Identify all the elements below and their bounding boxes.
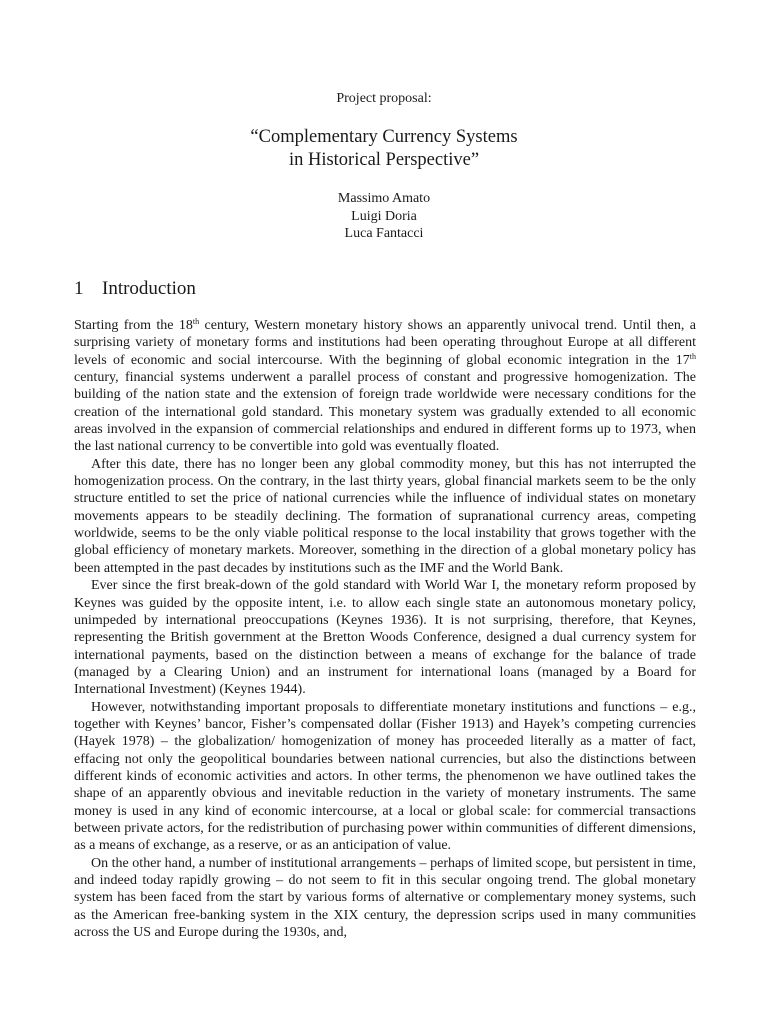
superscript: th	[689, 351, 696, 361]
title-line-2: in Historical Perspective”	[288, 150, 480, 170]
author-name: Luigi Doria	[351, 208, 417, 224]
title-line-1: “Complementary Currency Systems	[250, 127, 518, 147]
paragraph-1	[74, 317, 696, 456]
author-list	[0, 190, 768, 243]
paragraph-5: On the other hand, a number of institutional arrangements – perhaps of limited scope, but persistent in time, and indeed today rapidly growing – do not seem to fit in this secular ongoing trend. The global monetary system has been faced from the start by various forms of alternative or complementary money systems, such as the American free-banking system in the XIX century, the depression scrips used in many communities across the US and Europe during the 1930s, and,	[74, 855, 696, 941]
document-title	[0, 126, 768, 172]
author-name: Massimo Amato	[337, 191, 431, 206]
paragraph-text: century, financial systems underwent a parallel process of constant and progressive homogenization. The building of the nation state and the extension of foreign trade worldwide were necessary conditions for the creation of the international gold standard. This monetary system was gradually extended to all economic areas involved in the expansion of commercial relationships and endured in different forms up to 1973, when the last national currency to be convertible into gold was eventually floated.	[74, 370, 696, 455]
body-text	[74, 317, 696, 941]
author-name: Luca Fantacci	[344, 226, 424, 241]
superscript: th	[192, 317, 200, 326]
section-heading	[74, 278, 196, 300]
paragraph-4: However, notwithstanding important proposals to differentiate monetary institutions and functions – e.g., together with Keynes’ bancor, Fisher’s compensated dollar (Fisher 1913) and Hayek’s competing currencies (Hayek 1978) – the globalization/ homogenization of money has proceeded literally as a matter of fact, effacing not only the geopolitical boundaries between national currencies, but also the distinctions between different kinds of economic activities and actors. In other terms, the phenomenon we have outlined takes the shape of an apparently obvious and inevitable reduction in the variety of monetary instruments. The same money is used in any kind of economic intercourse, at a local or global scale: for commercial transactions between private actors, for the redistribution of purchasing power within communities of different dimensions, as a means of exchange, as a reserve, or as an anticipation of value.	[74, 699, 696, 854]
paragraph-text: century, Western monetary history shows an apparently univocal trend. Until then, a surprising variety of monetary forms and institutions had been operating throughout Europe at all different levels of economic and social intercourse. With the beginning of global economic integration in the 17	[74, 318, 696, 368]
paragraph-text: Starting from the 18	[74, 318, 193, 333]
proposal-label: Project proposal:	[336, 91, 432, 106]
section-number: 1	[74, 278, 84, 299]
paragraph-2: After this date, there has no longer been any global commodity money, but this has not interrupted the homogenization process. On the contrary, in the last thirty years, global financial markets seem to be the only structure entitled to set the price of national currencies while the influence of individual states on monetary movements appears to be steadily declining. The formation of supranational currency areas, competing worldwide, seems to be the only viable political response to the local instability that grows together with the global efficiency of monetary markets. Moreover, something in the direction of a global monetary policy has been attempted in the past decades by institutions such as the IMF and the World Bank.	[74, 456, 696, 576]
section-title: Introduction	[102, 278, 196, 299]
paragraph-3: Ever since the first break-down of the gold standard with World War I, the monetary reform proposed by Keynes was guided by the opposite intent, i.e. to allow each single state an autonomous monetary policy, unimpeded by international preoccupations (Keynes 1936). It is not surprising, therefore, that Keynes, representing the British government at the Bretton Woods Conference, designed a dual currency system for international payments, based on the distinction between a means of exchange for the balance of trade (managed by a Clearing Union) and an instrument for international loans (managed by a Board for International Investment) (Keynes 1944).	[74, 578, 696, 698]
